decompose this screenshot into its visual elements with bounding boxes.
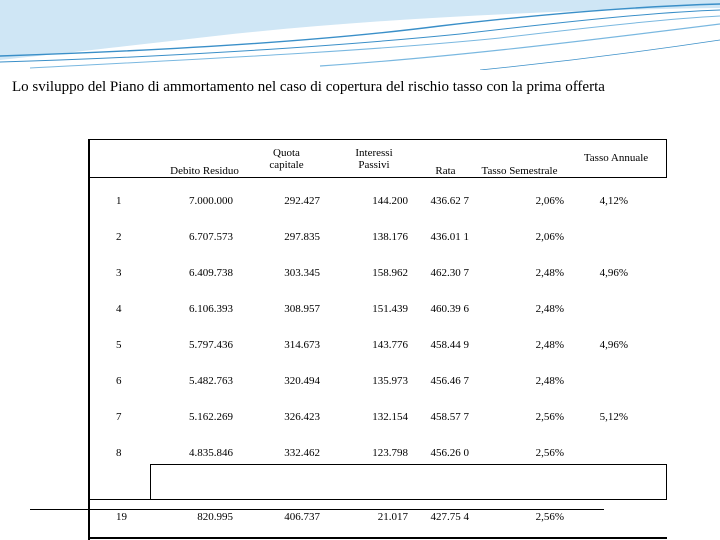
rata-cell: 462.30 7 — [430, 266, 469, 279]
table-row — [88, 255, 666, 291]
period-cell: 7 — [116, 411, 122, 423]
tasso-annuale-cell — [566, 219, 666, 255]
debito-cell: 820.995 — [197, 511, 233, 523]
quota-cell: 326.423 — [284, 411, 320, 423]
table-row — [88, 291, 666, 327]
debito-cell: 5.797.436 — [189, 339, 233, 351]
amortization-table — [88, 139, 666, 535]
debito-cell: 5.162.269 — [189, 411, 233, 423]
slide-title: Lo sviluppo del Piano di ammortamento nel caso di copertura del rischio tasso con la prima offerta — [12, 79, 605, 95]
gap-left-border — [150, 464, 151, 500]
table-row — [88, 363, 666, 399]
interessi-cell: 144.200 — [372, 195, 408, 207]
quota-cell: 332.462 — [284, 447, 320, 459]
header-interessi-passivi: Interessi Passivi — [355, 147, 393, 171]
tasso-semestrale-cell: 2,56% — [535, 411, 564, 423]
tasso-annuale-cell — [566, 435, 666, 471]
tasso-semestrale-cell: 2,48% — [535, 375, 564, 387]
rata-cell: 456.46 7 — [430, 374, 469, 387]
period-cell: 3 — [116, 267, 122, 279]
interessi-cell: 135.973 — [372, 375, 408, 387]
debito-cell: 6.707.573 — [189, 231, 233, 243]
interessi-cell: 158.962 — [372, 267, 408, 279]
table-bottom-border — [88, 537, 667, 539]
interessi-cell: 151.439 — [372, 303, 408, 315]
separator-line — [30, 509, 604, 510]
table-row — [88, 435, 666, 471]
rata-cell: 436.01 1 — [430, 230, 469, 243]
quota-cell: 292.427 — [284, 195, 320, 207]
quota-cell: 303.345 — [284, 267, 320, 279]
interessi-cell: 21.017 — [377, 511, 408, 523]
decorative-wave-header — [0, 0, 720, 70]
tasso-annuale-cell — [566, 363, 666, 399]
table-row-last — [88, 499, 666, 535]
header-quota-capitale: Quota capitale — [269, 147, 304, 171]
period-cell: 1 — [116, 195, 122, 207]
tasso-semestrale-cell: 2,56% — [535, 511, 564, 523]
header-tasso-semestrale: Tasso Semestrale — [481, 165, 558, 177]
tasso-semestrale-cell: 2,06% — [535, 231, 564, 243]
table-left-border — [88, 139, 90, 540]
rata-cell: 436.62 7 — [430, 194, 469, 207]
tasso-semestrale-cell: 2,48% — [535, 267, 564, 279]
table-row — [88, 183, 666, 219]
period-cell: 2 — [116, 231, 122, 243]
debito-cell: 6.106.393 — [189, 303, 233, 315]
period-cell: 19 — [116, 511, 127, 523]
tasso-annuale-cell: 4,96% — [599, 339, 628, 351]
quota-cell: 314.673 — [284, 339, 320, 351]
tasso-semestrale-cell: 2,48% — [535, 303, 564, 315]
table-right-border — [666, 139, 667, 177]
debito-cell: 4.835.846 — [189, 447, 233, 459]
rata-cell: 460.39 6 — [430, 302, 469, 315]
interessi-cell: 143.776 — [372, 339, 408, 351]
rata-cell: 456.26 0 — [430, 446, 469, 459]
tasso-semestrale-cell: 2,56% — [535, 447, 564, 459]
table-row — [88, 219, 666, 255]
table-row — [88, 327, 666, 363]
interessi-cell: 138.176 — [372, 231, 408, 243]
interessi-cell: 123.798 — [372, 447, 408, 459]
period-cell: 5 — [116, 339, 122, 351]
debito-cell: 6.409.738 — [189, 267, 233, 279]
interessi-cell: 132.154 — [372, 411, 408, 423]
header-bottom-border — [88, 177, 667, 178]
period-cell: 8 — [116, 447, 122, 459]
tasso-annuale-cell — [566, 291, 666, 327]
quota-cell: 406.737 — [284, 511, 320, 523]
period-cell: 6 — [116, 375, 122, 387]
rata-cell: 458.57 7 — [430, 410, 469, 423]
header-debito-residuo: Debito Residuo — [170, 165, 239, 177]
gap-right-border — [666, 464, 667, 500]
tasso-annuale-cell — [566, 499, 666, 535]
tasso-annuale-cell: 5,12% — [599, 411, 628, 423]
table-top-border — [88, 139, 667, 140]
quota-cell: 320.494 — [284, 375, 320, 387]
quota-cell: 308.957 — [284, 303, 320, 315]
rata-cell: 458.44 9 — [430, 338, 469, 351]
tasso-annuale-cell: 4,12% — [599, 195, 628, 207]
tasso-annuale-cell: 4,96% — [599, 267, 628, 279]
quota-cell: 297.835 — [284, 231, 320, 243]
header-tasso-annuale: Tasso Annuale — [583, 152, 649, 164]
tasso-semestrale-cell: 2,06% — [535, 195, 564, 207]
gap-bottom-border — [88, 499, 667, 500]
table-row — [88, 399, 666, 435]
header-rata: Rata — [435, 165, 456, 177]
tasso-semestrale-cell: 2,48% — [535, 339, 564, 351]
gap-top-border — [150, 464, 667, 465]
rata-cell: 427.75 4 — [430, 510, 469, 523]
table-gap-row — [88, 471, 666, 499]
debito-cell: 7.000.000 — [189, 195, 233, 207]
period-cell: 4 — [116, 303, 122, 315]
debito-cell: 5.482.763 — [189, 375, 233, 387]
